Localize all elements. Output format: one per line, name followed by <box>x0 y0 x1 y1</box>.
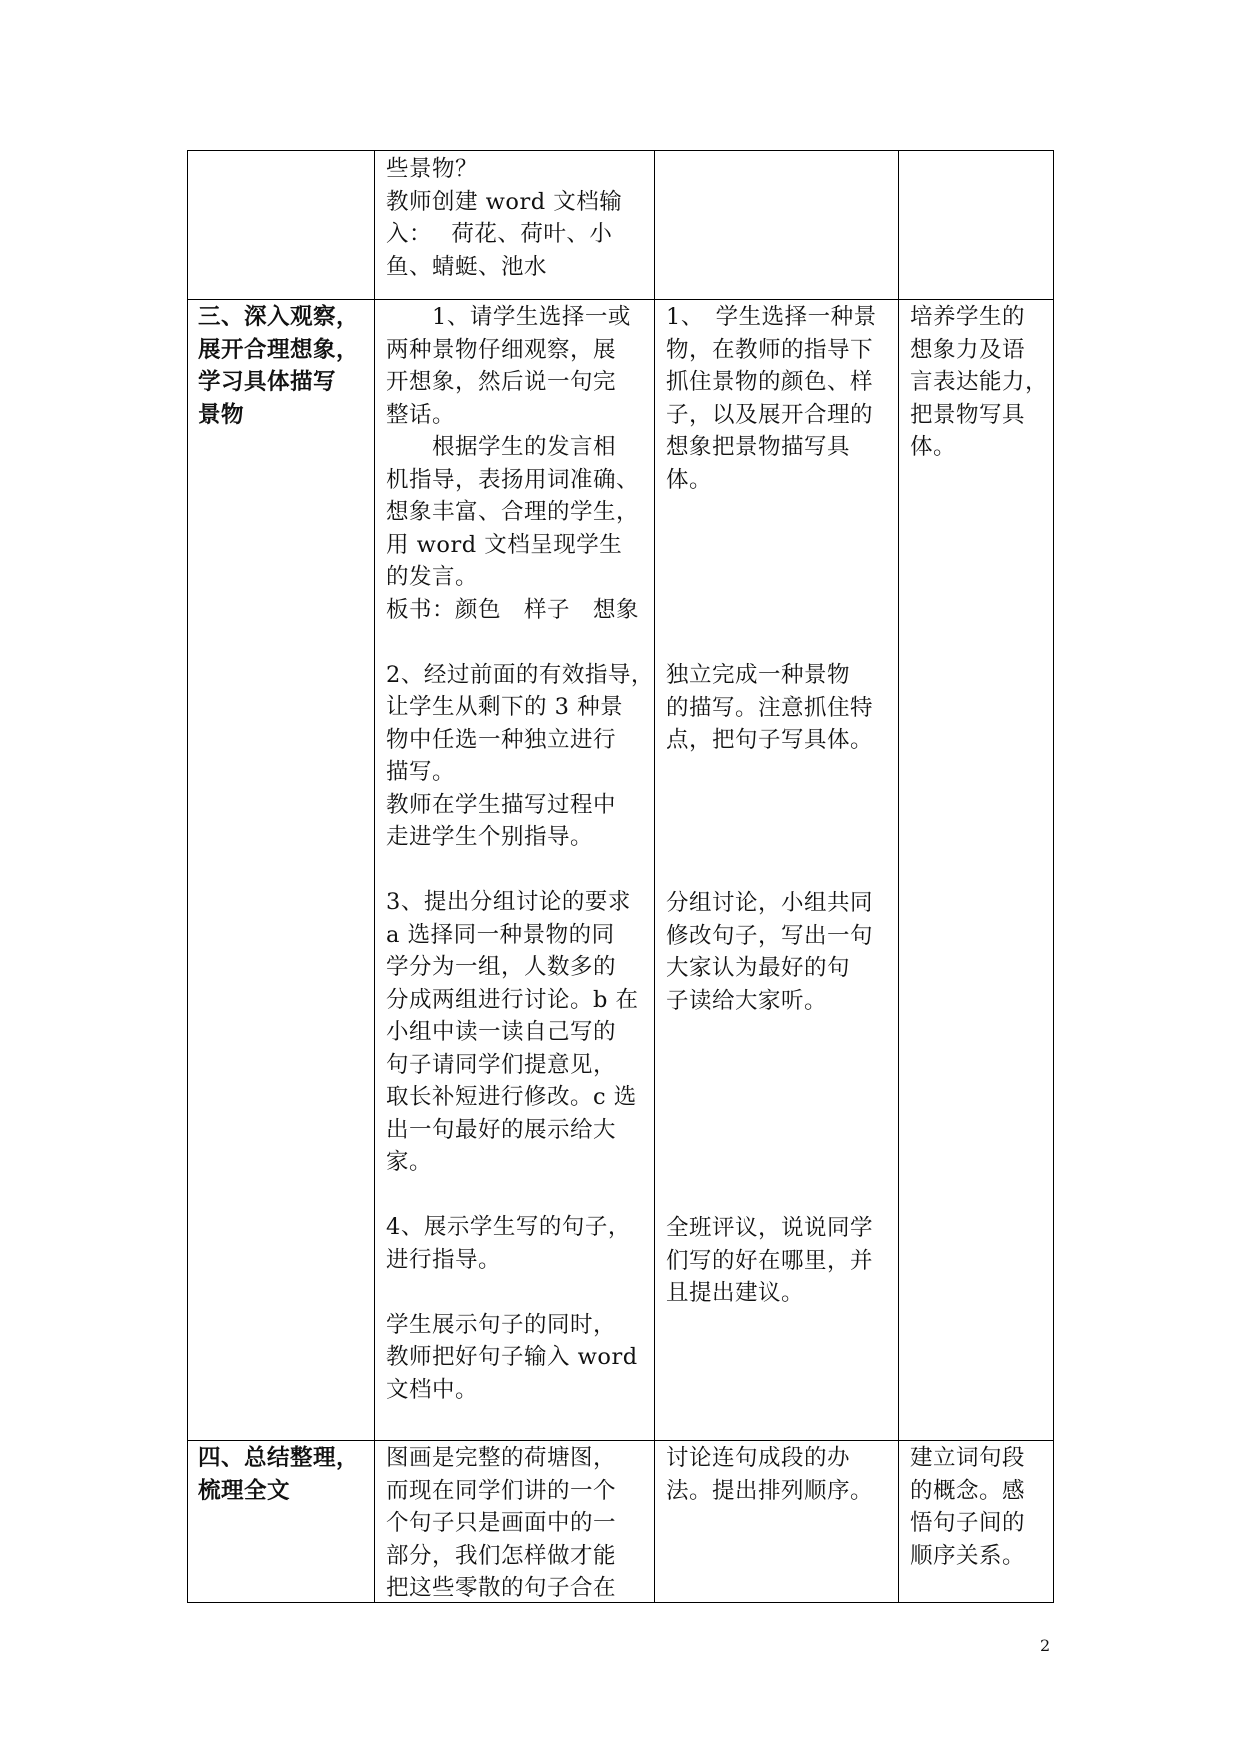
text-line: 顺序关系。 <box>910 1542 1026 1569</box>
row-divider <box>188 299 1053 300</box>
text-line: 教师创建 word 文档输 <box>386 188 623 215</box>
text-line: 的描写。注意抓住特 <box>666 694 874 721</box>
text-line: 小组中读一读自己写的 <box>386 1019 617 1045</box>
text-line: 整话。 <box>386 401 456 428</box>
row2-intent-cell <box>910 301 1053 464</box>
text-line: 走进学生个别指导。 <box>386 824 594 850</box>
text-line: 些景物？ <box>386 156 479 182</box>
text-line: 们写的好在哪里，并 <box>666 1247 874 1274</box>
text-line: 个句子只是画面中的一 <box>386 1510 617 1536</box>
text-line: 点，把句子写具体。 <box>666 727 874 753</box>
text-line: 子，以及展开合理的 <box>666 401 874 428</box>
text-line: 出一句最好的展示给大 <box>386 1116 617 1143</box>
page-number: 2 <box>1040 1636 1051 1655</box>
row2-student-cell <box>666 659 896 757</box>
text-line: 板书：颜色 样子 想象 <box>386 596 640 623</box>
text-line: 物中任选一种独立进行 <box>386 726 617 753</box>
row1-teacher-cell <box>386 153 652 283</box>
text-line: 建立词句段 <box>910 1445 1026 1471</box>
text-line: 体。 <box>666 466 713 493</box>
text-line: 进行指导。 <box>386 1246 502 1273</box>
text-line: 想象把景物描写具 <box>666 434 851 460</box>
text-line: 让学生从剩下的 3 种景 <box>386 694 624 720</box>
text-line: 句子请同学们提意见， <box>386 1051 617 1078</box>
text-line: 讨论连句成段的办 <box>666 1445 851 1471</box>
stage-title-line: 梳理全文 <box>198 1477 291 1504</box>
text-line: 且提出建议。 <box>666 1280 805 1306</box>
text-line: 培养学生的 <box>910 304 1026 330</box>
text-line: 把这些零散的句子合在 <box>386 1575 617 1601</box>
row2-stage-cell <box>198 301 374 431</box>
text-line: 独立完成一种景物 <box>666 662 851 688</box>
row3-teacher-cell <box>386 1442 652 1605</box>
row3-student-cell <box>666 1442 896 1507</box>
text-line: 部分，我们怎样做才能 <box>386 1542 617 1569</box>
text-line: 机指导，表扬用词准确、 <box>386 466 640 493</box>
text-line: 1、请学生选择一或 <box>386 304 631 330</box>
row2-student-cell <box>666 1212 896 1310</box>
text-line: 两种景物仔细观察，展 <box>386 336 617 363</box>
row3-intent-cell <box>910 1442 1053 1572</box>
stage-title-line: 学习具体描写 <box>198 369 337 395</box>
text-line: 文档中。 <box>386 1376 479 1403</box>
text-line: 开想象，然后说一句完 <box>386 369 617 395</box>
row3-stage-cell <box>198 1442 374 1507</box>
column-divider <box>654 151 655 1602</box>
text-line: 的概念。感 <box>910 1477 1026 1504</box>
text-line: 描写。 <box>386 759 456 785</box>
text-line: 根据学生的发言相 <box>386 434 617 460</box>
text-line: 用 word 文档呈现学生 <box>386 531 623 558</box>
row2-student-cell <box>666 887 896 1017</box>
text-line: 4、展示学生写的句子， <box>386 1214 631 1240</box>
text-line: 分组讨论，小组共同 <box>666 890 874 916</box>
text-line: 家。 <box>386 1149 433 1175</box>
text-line: 1、 学生选择一种景 <box>666 304 877 330</box>
stage-title-line: 景物 <box>198 401 245 428</box>
text-line: 体。 <box>910 434 957 460</box>
text-line: 悟句子间的 <box>910 1510 1026 1536</box>
stage-title-line: 展开合理想象， <box>198 336 360 363</box>
lesson-plan-table <box>187 150 1054 1603</box>
text-line: 教师把好句子输入 word <box>386 1344 638 1370</box>
column-divider <box>898 151 899 1602</box>
text-line: 入： 荷花、荷叶、小 <box>386 221 613 247</box>
row-divider <box>188 1440 1053 1441</box>
text-line: 2、经过前面的有效指导， <box>386 661 654 688</box>
text-line: 而现在同学们讲的一个 <box>386 1477 617 1504</box>
text-line: 修改句子，写出一句 <box>666 922 874 949</box>
row2-student-cell <box>666 301 896 496</box>
stage-title-line: 四、总结整理， <box>198 1445 360 1471</box>
text-line: 图画是完整的荷塘图， <box>386 1445 617 1471</box>
stage-title-line: 三、深入观察， <box>198 304 360 330</box>
text-line: 教师在学生描写过程中 <box>386 791 617 818</box>
text-line: 想象力及语 <box>910 336 1026 363</box>
text-line: 全班评议，说说同学 <box>666 1215 874 1241</box>
text-line: 鱼、蜻蜓、池水 <box>386 253 548 280</box>
text-line: 学生展示句子的同时， <box>386 1311 617 1338</box>
row2-teacher-cell <box>386 301 652 1406</box>
text-line: 想象丰富、合理的学生， <box>386 499 640 525</box>
text-line: 子读给大家听。 <box>666 987 828 1014</box>
text-line: 言表达能力， <box>910 369 1049 395</box>
text-line: a 选择同一种景物的同 <box>386 921 615 948</box>
text-line: 大家认为最好的句 <box>666 955 851 981</box>
text-line: 的发言。 <box>386 564 479 590</box>
text-line: 抓住景物的颜色、样 <box>666 369 874 395</box>
text-line: 取长补短进行修改。c 选 <box>386 1084 637 1110</box>
text-line: 3、提出分组讨论的要求 <box>386 889 631 915</box>
text-line: 把景物写具 <box>910 401 1026 428</box>
column-divider <box>374 151 375 1602</box>
text-line: 法。提出排列顺序。 <box>666 1477 874 1504</box>
text-line: 物，在教师的指导下 <box>666 336 874 363</box>
text-line: 分成两组进行讨论。b 在 <box>386 986 639 1013</box>
text-line: 学分为一组，人数多的 <box>386 954 617 980</box>
